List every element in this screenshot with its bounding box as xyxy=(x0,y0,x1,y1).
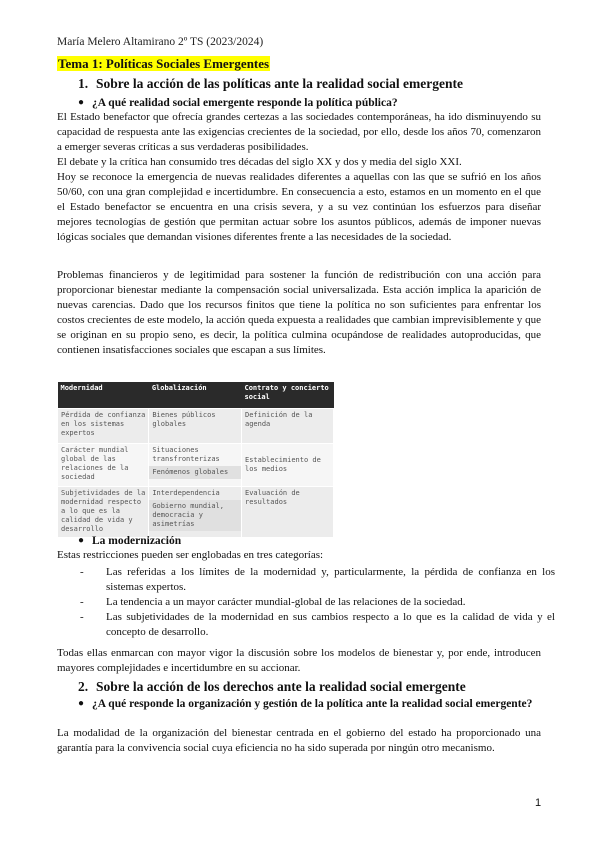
bullet-icon: ● xyxy=(78,698,85,709)
table-cell-text: Interdependencia xyxy=(152,489,220,497)
document-header: María Melero Altamirano 2º TS (2023/2024) xyxy=(57,36,264,48)
paragraph: Estas restricciones pueden ser englobadas en tres categorías: xyxy=(57,549,324,561)
section-1-heading-text: Sobre la acción de las políticas ante la realidad social emergente xyxy=(96,76,463,91)
section-1-heading xyxy=(78,76,463,92)
table-row xyxy=(58,409,334,444)
table-cell: Carácter mundial global de las relaciones de la sociedad xyxy=(58,444,149,487)
modernizacion-heading-text: La modernización xyxy=(92,535,182,547)
list-item: - Las subjetividades de la modernidad en sus cambios respecto a lo que es la calidad de vida y el concepto de desarrollo. xyxy=(92,610,555,640)
list-item: - Las referidas a los límites de la modernidad y, particularmente, la pérdida de confianza en los sistemas expertos. xyxy=(92,565,555,595)
section-1-number: 1. xyxy=(78,76,89,91)
list-item: - La tendencia a un mayor carácter mundial-global de las relaciones de la sociedad. xyxy=(92,595,555,610)
section-1-question-text: ¿A qué realidad social emergente responde la política pública? xyxy=(92,97,398,109)
section-2-number: 2. xyxy=(78,679,89,694)
paragraph: Problemas financieros y de legitimidad para sostener la función de redistribución con una acción para proporcionar bienestar mediante la compensación social universalizada. Esta acción implica la aparición de nuevas carencias. Dado que los recursos finitos que tiene la política no son suficientes para enfrentar los costos crecientes de este modelo, la acción queda expuesta a realidades que cambian imprevisiblemente y que se originan en su propio seno, es decir, la política culmina ocupándose de realidades autoproducidas, que contienen insatisfacciones sociales que escapan a sus límites. xyxy=(57,269,541,356)
paragraph: El debate y la crítica han consumido tres décadas del siglo XX y dos y media del siglo XXI. xyxy=(57,156,462,168)
table-cell: Subjetividades de la modernidad respecto a lo que es la calidad de vida y desarrollo xyxy=(58,487,149,538)
section-2-heading-text: Sobre la acción de los derechos ante la realidad social emergente xyxy=(96,679,466,694)
section-2-question-text: ¿A qué responde la organización y gestión de la política ante la realidad social emergente? xyxy=(92,698,533,710)
comparison-table xyxy=(57,382,334,538)
page-number: 1 xyxy=(535,797,542,809)
paragraph: Hoy se reconoce la emergencia de nuevas realidades diferentes a aquellas con las que se sufrió en los años 50/60, con una gran complejidad e incertidumbre. En consecuencia a esto, estamos en un momento en el que el Estado benefactor se encuentra en una crisis severa, y a su vez continúan los esfuerzos para diseñar mejores tecnologías de gestión que permitan actuar sobre los asuntos públicos, además de imponer nuevas lógicas sociales que demandan visiones diferentes frente a las necesidades de la sociedad. xyxy=(57,171,541,243)
bullet-icon: ● xyxy=(78,535,85,546)
table-cell: Evaluación de resultados xyxy=(241,487,333,538)
bullet-icon: ● xyxy=(78,97,85,108)
table-header-cell: Modernidad xyxy=(58,382,149,409)
section-1-question xyxy=(78,96,398,110)
table-cell: Pérdida de confianza en los sistemas expertos xyxy=(58,409,149,444)
table-cell: Establecimiento de los medios xyxy=(241,444,333,487)
paragraph: El Estado benefactor que ofrecía grandes certezas a las sociedades contemporáneas, ha ido disminuyendo su capacidad de respuesta ante las exigencias crecientes de la sociedad, por ello, desde los años 70, comenzaron a emerger severas críticas a sus verdaderas posibilidades. xyxy=(57,111,541,153)
paragraph: Todas ellas enmarcan con mayor vigor la discusión sobre los modelos de bienestar y, por ende, introducen mayores complejidades e incertidumbre en su accionar. xyxy=(57,647,541,674)
table-row xyxy=(58,487,334,538)
section-2-question xyxy=(78,697,541,711)
topic-title: Tema 1: Políticas Sociales Emergentes xyxy=(58,56,270,71)
section-2-heading xyxy=(78,679,466,695)
table-cell: Bienes públicos globales xyxy=(149,409,242,444)
table-header-cell: Globalización xyxy=(149,382,242,409)
table-cell-text: Situaciones transfronterizas xyxy=(152,446,220,463)
table-header-row xyxy=(58,382,334,409)
modernizacion-heading xyxy=(78,534,182,548)
table-header-cell: Contrato y concierto social xyxy=(241,382,333,409)
table-cell: Definición de la agenda xyxy=(241,409,333,444)
table-cell xyxy=(149,487,242,538)
table-cell xyxy=(149,444,242,487)
table-subcell: Fenómenos globales xyxy=(149,466,241,479)
restrictions-list xyxy=(78,551,555,640)
paragraph: La modalidad de la organización del bienestar centrada en el gobierno del estado ha proporcionado una garantía para la convivencia social cuya eficiencia no ha sido superada por ningún otro mecanismo. xyxy=(57,727,541,754)
table-subcell: Gobierno mundial, democracia y asimetrías xyxy=(149,500,241,531)
table-row xyxy=(58,444,334,487)
